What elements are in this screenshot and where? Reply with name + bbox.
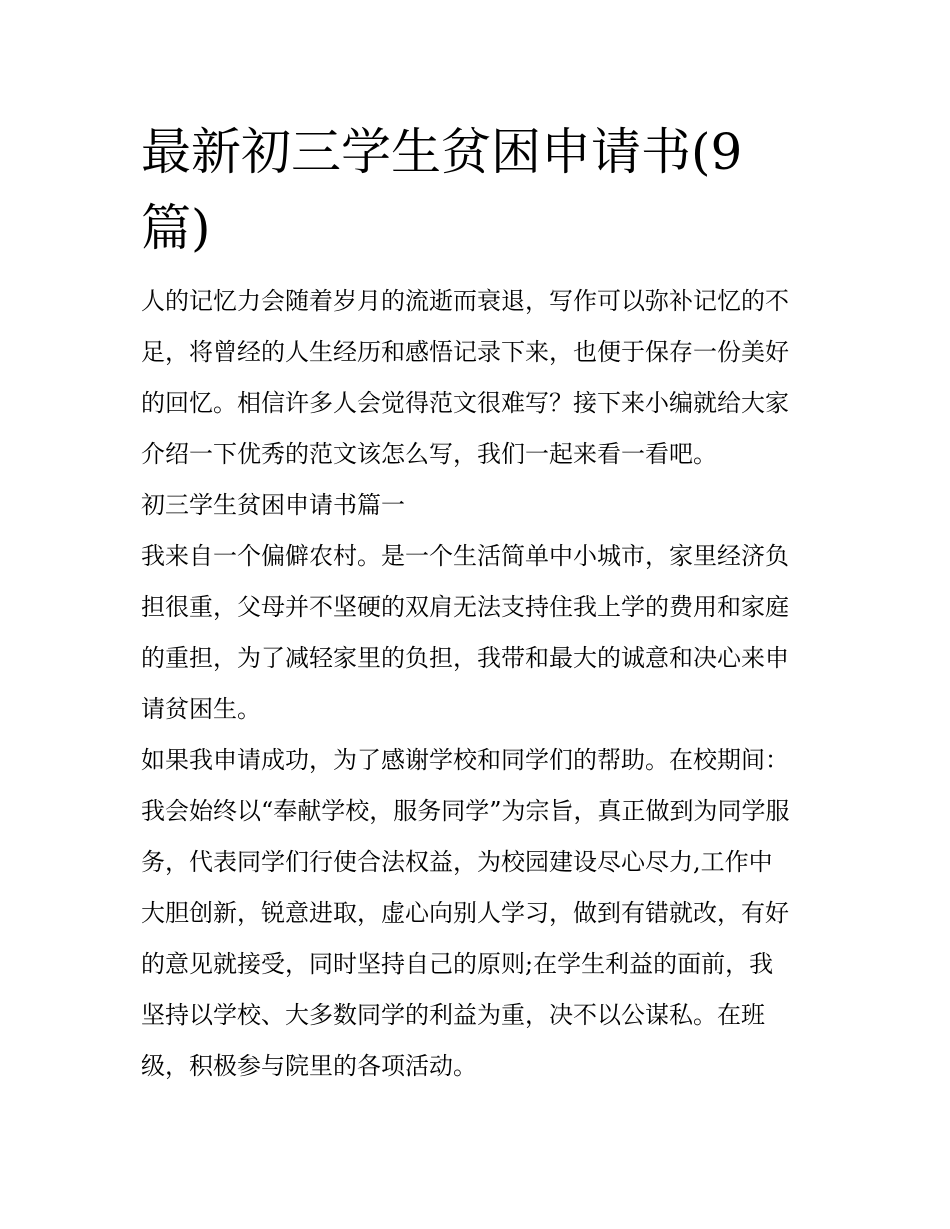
paragraph-2-line-3: 务，代表同学们行使合法权益，为校园建设尽心尽力,工作中 — [141, 848, 773, 876]
intro-line-1: 人的记忆力会随着岁月的流逝而衰退，写作可以弥补记忆的不 — [141, 287, 789, 315]
paragraph-2-line-6: 坚持以学校、大多数同学的利益为重，决不以公谋私。在班 — [141, 1001, 765, 1029]
paragraph-2-line-7: 级，积极参与院里的各项活动。 — [141, 1052, 477, 1080]
intro-line-3: 的回忆。相信许多人会觉得范文很难写？接下来小编就给大家 — [141, 389, 789, 417]
document-title — [141, 114, 781, 266]
paragraph-1-line-4: 请贫困生。 — [141, 695, 261, 723]
intro-line-4: 介绍一下优秀的范文该怎么写，我们一起来看一看吧。 — [141, 440, 717, 468]
intro-line-2: 足，将曾经的人生经历和感悟记录下来，也便于保存一份美好 — [141, 338, 789, 366]
paragraph-1-line-1: 我来自一个偏僻农村。是一个生活简单中小城市，家里经济负 — [141, 542, 789, 570]
title-line-2: 篇) — [141, 199, 211, 257]
paragraph-1-line-3: 的重担，为了减轻家里的负担，我带和最大的诚意和决心来申 — [141, 644, 789, 672]
paragraph-2-line-1: 如果我申请成功，为了感谢学校和同学们的帮助。在校期间： — [141, 746, 789, 774]
section-heading: 初三学生贫困申请书篇一 — [141, 491, 405, 519]
paragraph-2-line-4: 大胆创新，锐意进取，虚心向别人学习，做到有错就改，有好 — [141, 899, 789, 927]
paragraph-1-line-2: 担很重，父母并不坚硬的双肩无法支持住我上学的费用和家庭 — [141, 593, 789, 621]
paragraph-2-line-5: 的意见就接受，同时坚持自己的原则;在学生利益的面前，我 — [141, 950, 774, 978]
paragraph-2-line-2: 我会始终以“奉献学校，服务同学”为宗旨，真正做到为同学服 — [141, 797, 790, 825]
document-body — [141, 276, 821, 1092]
title-line-1: 最新初三学生贫困申请书(9 — [141, 123, 743, 181]
